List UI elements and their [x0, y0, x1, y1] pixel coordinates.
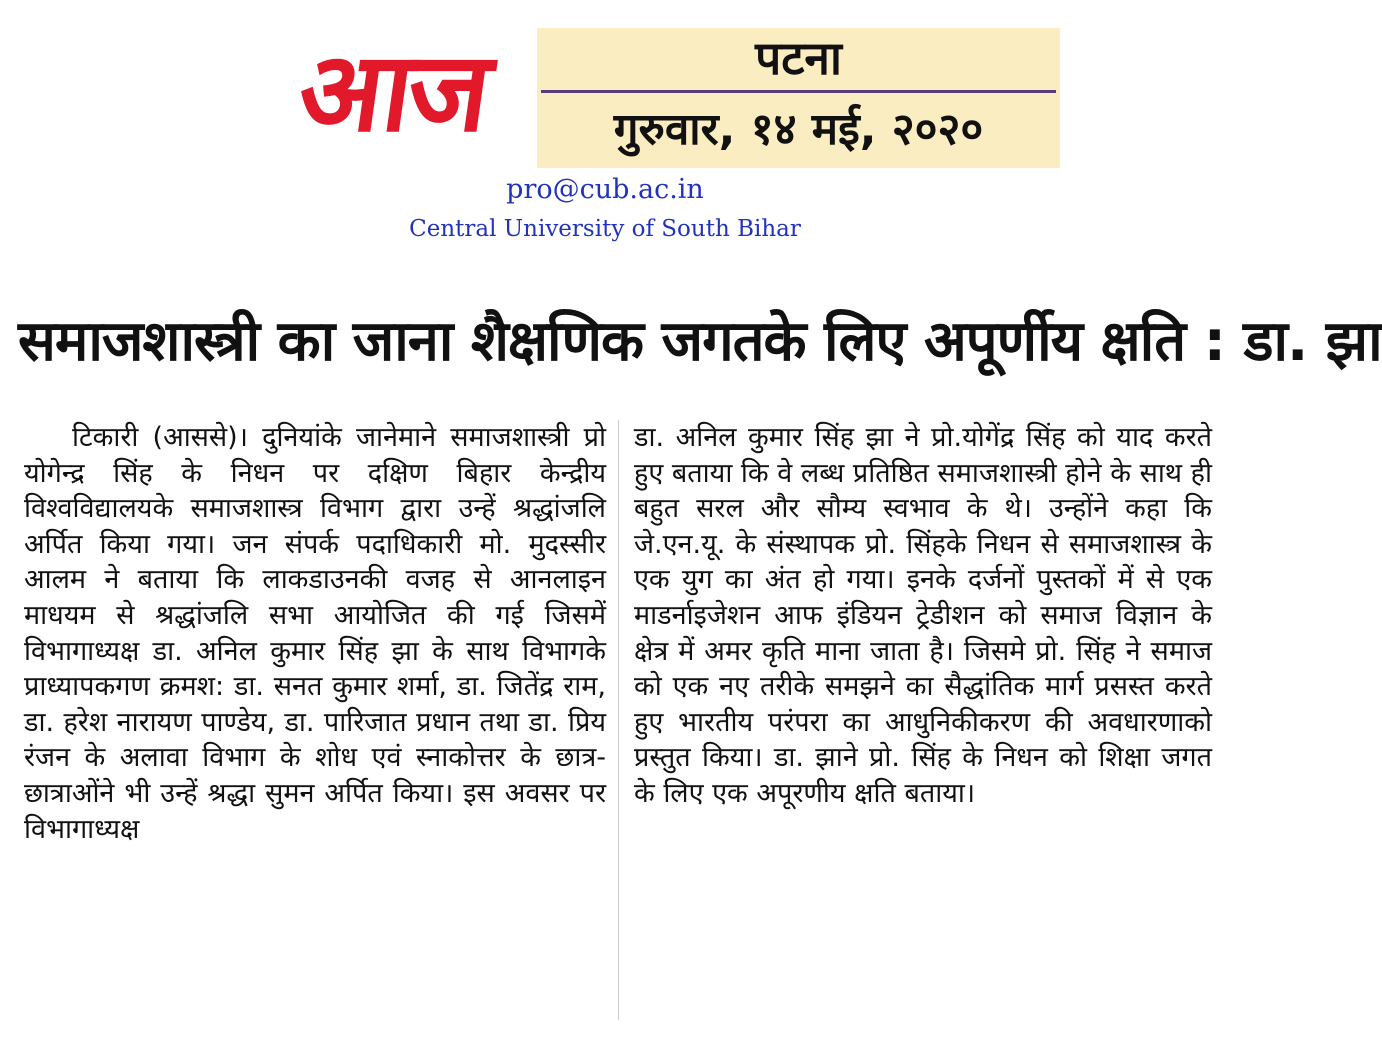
dateline-divider: [541, 90, 1056, 93]
contact-email: pro@cub.ac.in: [506, 174, 704, 205]
institution-name: Central University of South Bihar: [409, 216, 801, 242]
logo-text: आज: [290, 28, 496, 156]
newspaper-logo: [262, 22, 524, 162]
article-headline: समाजशास्त्री का जाना शैक्षणिक जगतके लिए अपूर्णीय क्षति : डा. झा: [18, 309, 1382, 374]
article-column-right: डा. अनिल कुमार सिंह झा ने प्रो.योगेंद्र सिंह को याद करते हुए बताया कि वे लब्ध प्रतिष्ठित समाजशास्त्री होने के साथ ही बहुत सरल और सौम्य स्वभाव के थे। उन्होंने कहा कि जे.एन.यू. के संस्थापक प्रो. सिंहके निधन से समाजशास्त्र के एक युग का अंत हो गया। इनके दर्जनों पुस्तकों में से एक माडर्नाइजेशन आफ इंडियन ट्रेडीशन को समाज विज्ञान के क्षेत्र में अमर कृति माना जाता है। जिसमे प्रो. सिंह ने समाज को एक नए तरीके समझने का सैद्धांतिक मार्ग प्रसस्त करते हुए भारतीय परंपरा का आधुनिकीकरण की अवधारणाको प्रस्तुत किया। डा. झाने प्रो. सिंह के निधन को शिक्षा जगत के लिए एक अपूरणीय क्षति बताया।: [634, 422, 1212, 809]
dateline-box: [537, 28, 1060, 168]
article-column-left: टिकारी (आससे)। दुनियांके जानेमाने समाजशास्त्री प्रो योगेन्द्र सिंह के निधन पर दक्षिण बिहार केन्द्रीय विश्वविद्यालयके समाजशास्त्र विभाग द्वारा उन्हें श्रद्धांजलि अर्पित किया गया। जन संपर्क पदाधिकारी मो. मुदस्सीर आलम ने बताया कि लाकडाउनकी वजह से आनलाइन माधयम से श्रद्धांजलि सभा आयोजित की गई जिसमें विभागाध्यक्ष डा. अनिल कुमार सिंह झा के साथ विभागके प्राध्यापकगण क्रमश: डा. सनत कुमार शर्मा, डा. जितेंद्र राम, डा. हरेश नारायण पाण्डेय, डा. पारिजात प्रधान तथा डा. प्रिय रंजन के अलावा विभाग के शोध एवं स्नाकोत्तर के छात्र- छात्राओंने भी उन्हें श्रद्धा सुमन अर्पित किया। इस अवसर पर विभागाध्यक्ष: [24, 422, 606, 845]
column-divider: [618, 420, 619, 1020]
edition-date: गुरुवार, १४ मई, २०२०: [613, 104, 984, 155]
edition-city: पटना: [755, 31, 842, 85]
